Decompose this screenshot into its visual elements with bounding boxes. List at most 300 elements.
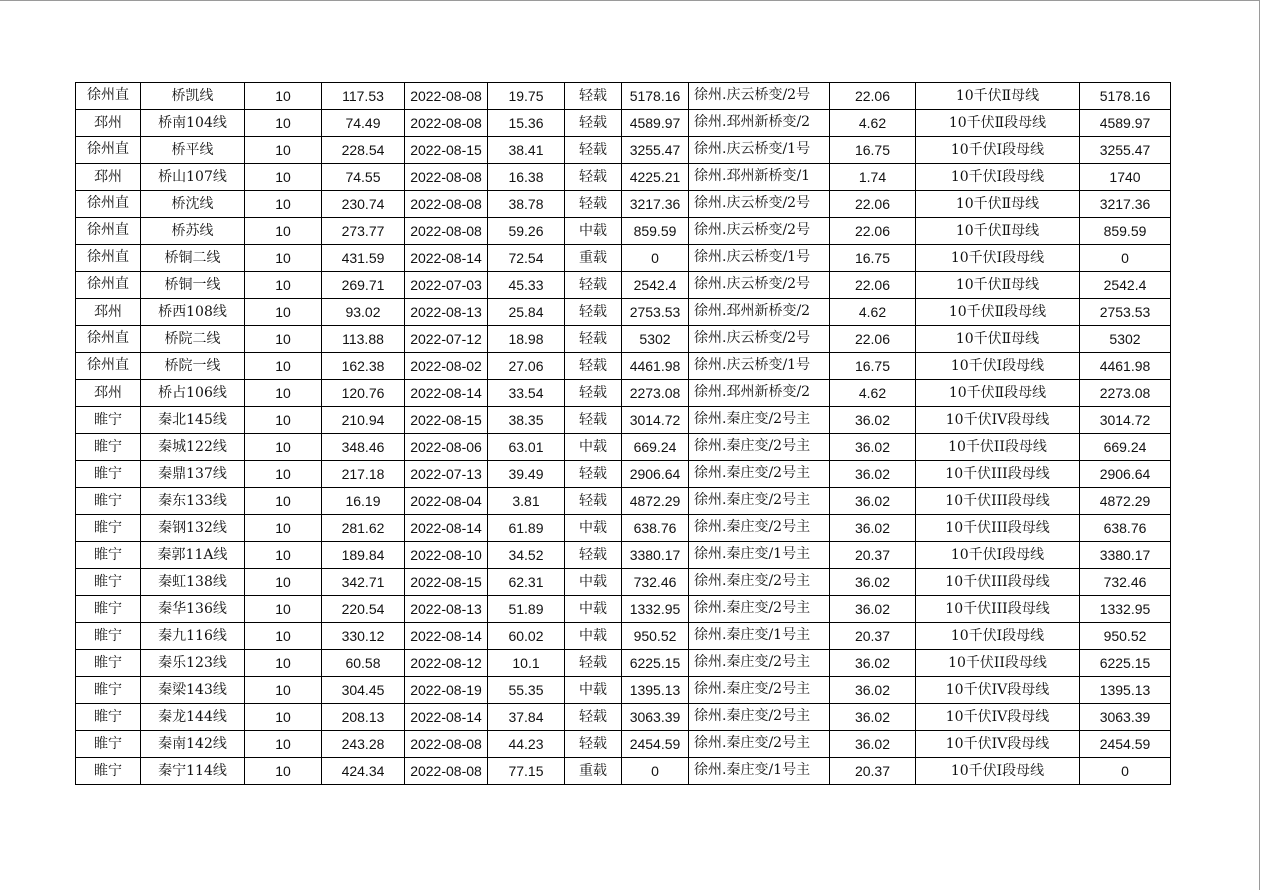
load-rate-cell: 55.35 <box>488 677 565 704</box>
transformer-rate-cell: 36.02 <box>830 407 916 434</box>
substation-cell: 徐州.邳州新桥变/2 <box>689 110 830 137</box>
voltage-cell: 10 <box>245 758 322 785</box>
load-status-cell: 中载 <box>565 218 622 245</box>
current-cell: 113.88 <box>322 326 405 353</box>
busbar-cell: 10千伏Ⅱ母线 <box>916 218 1080 245</box>
line-name-cell: 秦鼎137线 <box>141 461 245 488</box>
table-row <box>76 245 1171 272</box>
current-cell: 220.54 <box>322 596 405 623</box>
voltage-cell: 10 <box>245 488 322 515</box>
table-row <box>76 650 1171 677</box>
substation-cell: 徐州.庆云桥变/2号 <box>689 218 830 245</box>
capacity-cell: 1740 <box>1080 164 1171 191</box>
table-row <box>76 164 1171 191</box>
voltage-cell: 10 <box>245 407 322 434</box>
capacity-cell: 6225.15 <box>1080 650 1171 677</box>
load-rate-cell: 61.89 <box>488 515 565 542</box>
capacity-cell: 2542.4 <box>1080 272 1171 299</box>
transformer-rate-cell: 36.02 <box>830 488 916 515</box>
current-cell: 243.28 <box>322 731 405 758</box>
load-rate-cell: 3.81 <box>488 488 565 515</box>
busbar-cell: 10千伏IV段母线 <box>916 731 1080 758</box>
substation-cell: 徐州.邳州新桥变/2 <box>689 299 830 326</box>
load-rate-cell: 33.54 <box>488 380 565 407</box>
voltage-cell: 10 <box>245 569 322 596</box>
voltage-cell: 10 <box>245 542 322 569</box>
substation-cell: 徐州.邳州新桥变/2 <box>689 380 830 407</box>
margin-cell: 638.76 <box>622 515 689 542</box>
transformer-rate-cell: 22.06 <box>830 83 916 110</box>
voltage-cell: 10 <box>245 380 322 407</box>
busbar-cell: 10千伏II段母线 <box>916 650 1080 677</box>
date-cell: 2022-08-13 <box>405 299 488 326</box>
region-cell: 邳州 <box>76 299 141 326</box>
transformer-rate-cell: 22.06 <box>830 272 916 299</box>
line-name-cell: 秦虹138线 <box>141 569 245 596</box>
load-rate-cell: 10.1 <box>488 650 565 677</box>
capacity-cell: 4872.29 <box>1080 488 1171 515</box>
substation-cell: 徐州.秦庄变/2号主 <box>689 434 830 461</box>
line-name-cell: 秦宁114线 <box>141 758 245 785</box>
region-cell: 睢宁 <box>76 434 141 461</box>
line-name-cell: 秦东133线 <box>141 488 245 515</box>
substation-cell: 徐州.庆云桥变/1号 <box>689 137 830 164</box>
capacity-cell: 5302 <box>1080 326 1171 353</box>
load-status-cell: 轻载 <box>565 110 622 137</box>
substation-cell: 徐州.秦庄变/1号主 <box>689 542 830 569</box>
busbar-cell: 10千伏Ⅱ母线 <box>916 191 1080 218</box>
margin-cell: 4589.97 <box>622 110 689 137</box>
current-cell: 16.19 <box>322 488 405 515</box>
current-cell: 210.94 <box>322 407 405 434</box>
region-cell: 徐州直 <box>76 191 141 218</box>
table-row <box>76 677 1171 704</box>
load-status-cell: 中载 <box>565 596 622 623</box>
load-status-cell: 轻载 <box>565 407 622 434</box>
transformer-rate-cell: 36.02 <box>830 596 916 623</box>
busbar-cell: 10千伏Ⅰ段母线 <box>916 542 1080 569</box>
load-rate-cell: 62.31 <box>488 569 565 596</box>
line-name-cell: 桥苏线 <box>141 218 245 245</box>
region-cell: 徐州直 <box>76 218 141 245</box>
table-row <box>76 596 1171 623</box>
line-name-cell: 秦南142线 <box>141 731 245 758</box>
voltage-cell: 10 <box>245 299 322 326</box>
line-name-cell: 桥南104线 <box>141 110 245 137</box>
transformer-rate-cell: 4.62 <box>830 110 916 137</box>
region-cell: 徐州直 <box>76 326 141 353</box>
transformer-rate-cell: 20.37 <box>830 623 916 650</box>
busbar-cell: 10千伏Ⅱ母线 <box>916 83 1080 110</box>
load-rate-cell: 38.41 <box>488 137 565 164</box>
transformer-rate-cell: 36.02 <box>830 650 916 677</box>
current-cell: 60.58 <box>322 650 405 677</box>
capacity-cell: 950.52 <box>1080 623 1171 650</box>
busbar-cell: 10千伏IV段母线 <box>916 704 1080 731</box>
load-status-cell: 轻载 <box>565 299 622 326</box>
table-row <box>76 488 1171 515</box>
substation-cell: 徐州.秦庄变/2号主 <box>689 461 830 488</box>
region-cell: 睢宁 <box>76 677 141 704</box>
transformer-rate-cell: 22.06 <box>830 191 916 218</box>
date-cell: 2022-08-08 <box>405 83 488 110</box>
load-rate-cell: 51.89 <box>488 596 565 623</box>
table-row <box>76 704 1171 731</box>
load-status-cell: 轻载 <box>565 326 622 353</box>
margin-cell: 0 <box>622 245 689 272</box>
capacity-cell: 1332.95 <box>1080 596 1171 623</box>
current-cell: 431.59 <box>322 245 405 272</box>
current-cell: 162.38 <box>322 353 405 380</box>
capacity-cell: 2273.08 <box>1080 380 1171 407</box>
date-cell: 2022-08-04 <box>405 488 488 515</box>
margin-cell: 2542.4 <box>622 272 689 299</box>
load-rate-cell: 72.54 <box>488 245 565 272</box>
load-status-cell: 中载 <box>565 434 622 461</box>
date-cell: 2022-08-14 <box>405 704 488 731</box>
date-cell: 2022-08-08 <box>405 110 488 137</box>
current-cell: 330.12 <box>322 623 405 650</box>
margin-cell: 0 <box>622 758 689 785</box>
line-name-cell: 秦城122线 <box>141 434 245 461</box>
line-name-cell: 桥铜一线 <box>141 272 245 299</box>
capacity-cell: 0 <box>1080 758 1171 785</box>
substation-cell: 徐州.秦庄变/2号主 <box>689 515 830 542</box>
region-cell: 睢宁 <box>76 515 141 542</box>
line-name-cell: 桥院一线 <box>141 353 245 380</box>
voltage-cell: 10 <box>245 650 322 677</box>
table-row <box>76 326 1171 353</box>
margin-cell: 2753.53 <box>622 299 689 326</box>
substation-cell: 徐州.秦庄变/2号主 <box>689 569 830 596</box>
load-rate-cell: 77.15 <box>488 758 565 785</box>
current-cell: 217.18 <box>322 461 405 488</box>
load-status-cell: 轻载 <box>565 488 622 515</box>
margin-cell: 3217.36 <box>622 191 689 218</box>
load-rate-cell: 38.78 <box>488 191 565 218</box>
capacity-cell: 638.76 <box>1080 515 1171 542</box>
margin-cell: 2454.59 <box>622 731 689 758</box>
capacity-cell: 3063.39 <box>1080 704 1171 731</box>
table-row <box>76 731 1171 758</box>
margin-cell: 4225.21 <box>622 164 689 191</box>
load-status-cell: 轻载 <box>565 650 622 677</box>
busbar-cell: 10千伏IV段母线 <box>916 677 1080 704</box>
load-rate-cell: 37.84 <box>488 704 565 731</box>
table-row <box>76 407 1171 434</box>
date-cell: 2022-08-12 <box>405 650 488 677</box>
margin-cell: 3255.47 <box>622 137 689 164</box>
margin-cell: 4461.98 <box>622 353 689 380</box>
line-name-cell: 秦龙144线 <box>141 704 245 731</box>
capacity-cell: 859.59 <box>1080 218 1171 245</box>
transformer-rate-cell: 4.62 <box>830 299 916 326</box>
busbar-cell: 10千伏III段母线 <box>916 515 1080 542</box>
margin-cell: 732.46 <box>622 569 689 596</box>
date-cell: 2022-08-08 <box>405 731 488 758</box>
line-name-cell: 桥院二线 <box>141 326 245 353</box>
substation-cell: 徐州.庆云桥变/2号 <box>689 191 830 218</box>
busbar-cell: 10千伏Ⅰ段母线 <box>916 623 1080 650</box>
load-rate-cell: 60.02 <box>488 623 565 650</box>
capacity-cell: 5178.16 <box>1080 83 1171 110</box>
voltage-cell: 10 <box>245 515 322 542</box>
region-cell: 邳州 <box>76 110 141 137</box>
load-status-cell: 中载 <box>565 515 622 542</box>
load-status-cell: 重载 <box>565 245 622 272</box>
margin-cell: 3014.72 <box>622 407 689 434</box>
capacity-cell: 0 <box>1080 245 1171 272</box>
transformer-rate-cell: 22.06 <box>830 326 916 353</box>
busbar-cell: 10千伏III段母线 <box>916 569 1080 596</box>
current-cell: 74.49 <box>322 110 405 137</box>
date-cell: 2022-08-14 <box>405 623 488 650</box>
load-rate-cell: 27.06 <box>488 353 565 380</box>
capacity-cell: 4461.98 <box>1080 353 1171 380</box>
region-cell: 睢宁 <box>76 758 141 785</box>
transformer-rate-cell: 20.37 <box>830 758 916 785</box>
substation-cell: 徐州.秦庄变/2号主 <box>689 704 830 731</box>
table-row <box>76 569 1171 596</box>
table-row <box>76 137 1171 164</box>
date-cell: 2022-08-15 <box>405 137 488 164</box>
region-cell: 睢宁 <box>76 704 141 731</box>
voltage-cell: 10 <box>245 272 322 299</box>
transformer-rate-cell: 36.02 <box>830 434 916 461</box>
load-rate-cell: 18.98 <box>488 326 565 353</box>
line-name-cell: 秦钢132线 <box>141 515 245 542</box>
margin-cell: 1332.95 <box>622 596 689 623</box>
substation-cell: 徐州.庆云桥变/1号 <box>689 353 830 380</box>
table-row <box>76 542 1171 569</box>
voltage-cell: 10 <box>245 164 322 191</box>
transformer-rate-cell: 36.02 <box>830 677 916 704</box>
margin-cell: 5302 <box>622 326 689 353</box>
substation-cell: 徐州.秦庄变/2号主 <box>689 488 830 515</box>
table-row <box>76 83 1171 110</box>
capacity-cell: 2753.53 <box>1080 299 1171 326</box>
substation-cell: 徐州.庆云桥变/2号 <box>689 83 830 110</box>
substation-cell: 徐州.秦庄变/2号主 <box>689 407 830 434</box>
table-row <box>76 191 1171 218</box>
region-cell: 邳州 <box>76 380 141 407</box>
line-name-cell: 桥占106线 <box>141 380 245 407</box>
load-status-cell: 轻载 <box>565 137 622 164</box>
region-cell: 徐州直 <box>76 353 141 380</box>
substation-cell: 徐州.庆云桥变/2号 <box>689 272 830 299</box>
load-status-cell: 轻载 <box>565 191 622 218</box>
busbar-cell: 10千伏III段母线 <box>916 488 1080 515</box>
load-rate-cell: 16.38 <box>488 164 565 191</box>
transformer-rate-cell: 16.75 <box>830 245 916 272</box>
load-rate-cell: 63.01 <box>488 434 565 461</box>
substation-cell: 徐州.秦庄变/2号主 <box>689 650 830 677</box>
margin-cell: 3063.39 <box>622 704 689 731</box>
load-rate-cell: 59.26 <box>488 218 565 245</box>
voltage-cell: 10 <box>245 353 322 380</box>
load-rate-cell: 25.84 <box>488 299 565 326</box>
date-cell: 2022-08-08 <box>405 758 488 785</box>
transformer-rate-cell: 16.75 <box>830 353 916 380</box>
region-cell: 睢宁 <box>76 650 141 677</box>
table-row <box>76 758 1171 785</box>
date-cell: 2022-07-12 <box>405 326 488 353</box>
date-cell: 2022-08-13 <box>405 596 488 623</box>
date-cell: 2022-08-10 <box>405 542 488 569</box>
busbar-cell: 10千伏Ⅱ母线 <box>916 272 1080 299</box>
line-name-cell: 桥沈线 <box>141 191 245 218</box>
voltage-cell: 10 <box>245 218 322 245</box>
substation-cell: 徐州.邳州新桥变/1 <box>689 164 830 191</box>
substation-cell: 徐州.秦庄变/1号主 <box>689 623 830 650</box>
voltage-cell: 10 <box>245 731 322 758</box>
margin-cell: 1395.13 <box>622 677 689 704</box>
transformer-rate-cell: 20.37 <box>830 542 916 569</box>
load-status-cell: 轻载 <box>565 83 622 110</box>
feeder-load-table <box>75 82 1171 785</box>
table-row <box>76 434 1171 461</box>
voltage-cell: 10 <box>245 596 322 623</box>
region-cell: 徐州直 <box>76 83 141 110</box>
line-name-cell: 秦华136线 <box>141 596 245 623</box>
current-cell: 93.02 <box>322 299 405 326</box>
margin-cell: 859.59 <box>622 218 689 245</box>
margin-cell: 2906.64 <box>622 461 689 488</box>
current-cell: 228.54 <box>322 137 405 164</box>
date-cell: 2022-08-06 <box>405 434 488 461</box>
voltage-cell: 10 <box>245 191 322 218</box>
transformer-rate-cell: 36.02 <box>830 461 916 488</box>
current-cell: 230.74 <box>322 191 405 218</box>
voltage-cell: 10 <box>245 677 322 704</box>
region-cell: 睢宁 <box>76 731 141 758</box>
load-status-cell: 中载 <box>565 569 622 596</box>
date-cell: 2022-08-15 <box>405 569 488 596</box>
table-row <box>76 461 1171 488</box>
line-name-cell: 桥凯线 <box>141 83 245 110</box>
region-cell: 睢宁 <box>76 623 141 650</box>
line-name-cell: 桥西108线 <box>141 299 245 326</box>
capacity-cell: 4589.97 <box>1080 110 1171 137</box>
date-cell: 2022-08-08 <box>405 218 488 245</box>
busbar-cell: 10千伏Ⅰ段母线 <box>916 353 1080 380</box>
region-cell: 睢宁 <box>76 407 141 434</box>
region-cell: 徐州直 <box>76 137 141 164</box>
transformer-rate-cell: 36.02 <box>830 731 916 758</box>
capacity-cell: 2454.59 <box>1080 731 1171 758</box>
load-status-cell: 轻载 <box>565 353 622 380</box>
load-status-cell: 轻载 <box>565 461 622 488</box>
transformer-rate-cell: 16.75 <box>830 137 916 164</box>
busbar-cell: 10千伏III段母线 <box>916 461 1080 488</box>
current-cell: 74.55 <box>322 164 405 191</box>
current-cell: 424.34 <box>322 758 405 785</box>
transformer-rate-cell: 22.06 <box>830 218 916 245</box>
busbar-cell: 10千伏Ⅰ段母线 <box>916 758 1080 785</box>
load-rate-cell: 38.35 <box>488 407 565 434</box>
busbar-cell: 10千伏Ⅰ段母线 <box>916 245 1080 272</box>
date-cell: 2022-08-08 <box>405 164 488 191</box>
busbar-cell: 10千伏Ⅱ段母线 <box>916 299 1080 326</box>
line-name-cell: 秦九116线 <box>141 623 245 650</box>
date-cell: 2022-08-08 <box>405 191 488 218</box>
load-status-cell: 轻载 <box>565 272 622 299</box>
region-cell: 睢宁 <box>76 542 141 569</box>
load-status-cell: 轻载 <box>565 380 622 407</box>
transformer-rate-cell: 36.02 <box>830 515 916 542</box>
transformer-rate-cell: 36.02 <box>830 704 916 731</box>
voltage-cell: 10 <box>245 83 322 110</box>
margin-cell: 3380.17 <box>622 542 689 569</box>
voltage-cell: 10 <box>245 704 322 731</box>
transformer-rate-cell: 4.62 <box>830 380 916 407</box>
substation-cell: 徐州.秦庄变/2号主 <box>689 596 830 623</box>
busbar-cell: 10千伏Ⅰ段母线 <box>916 164 1080 191</box>
substation-cell: 徐州.秦庄变/1号主 <box>689 758 830 785</box>
load-status-cell: 中载 <box>565 677 622 704</box>
transformer-rate-cell: 1.74 <box>830 164 916 191</box>
load-rate-cell: 45.33 <box>488 272 565 299</box>
region-cell: 睢宁 <box>76 488 141 515</box>
busbar-cell: 10千伏Ⅱ段母线 <box>916 110 1080 137</box>
current-cell: 348.46 <box>322 434 405 461</box>
load-rate-cell: 44.23 <box>488 731 565 758</box>
margin-cell: 950.52 <box>622 623 689 650</box>
current-cell: 208.13 <box>322 704 405 731</box>
busbar-cell: 10千伏Ⅱ母线 <box>916 326 1080 353</box>
line-name-cell: 桥山107线 <box>141 164 245 191</box>
table-row <box>76 623 1171 650</box>
busbar-cell: 10千伏Ⅱ段母线 <box>916 380 1080 407</box>
voltage-cell: 10 <box>245 623 322 650</box>
capacity-cell: 3380.17 <box>1080 542 1171 569</box>
substation-cell: 徐州.庆云桥变/1号 <box>689 245 830 272</box>
date-cell: 2022-08-14 <box>405 515 488 542</box>
load-rate-cell: 15.36 <box>488 110 565 137</box>
busbar-cell: 10千伏IV段母线 <box>916 407 1080 434</box>
load-rate-cell: 19.75 <box>488 83 565 110</box>
busbar-cell: 10千伏Ⅰ段母线 <box>916 137 1080 164</box>
voltage-cell: 10 <box>245 461 322 488</box>
region-cell: 睢宁 <box>76 461 141 488</box>
voltage-cell: 10 <box>245 326 322 353</box>
load-rate-cell: 34.52 <box>488 542 565 569</box>
current-cell: 117.53 <box>322 83 405 110</box>
capacity-cell: 1395.13 <box>1080 677 1171 704</box>
table-row <box>76 515 1171 542</box>
current-cell: 281.62 <box>322 515 405 542</box>
table-body <box>76 83 1171 785</box>
current-cell: 120.76 <box>322 380 405 407</box>
current-cell: 269.71 <box>322 272 405 299</box>
capacity-cell: 3217.36 <box>1080 191 1171 218</box>
date-cell: 2022-08-15 <box>405 407 488 434</box>
date-cell: 2022-08-14 <box>405 380 488 407</box>
capacity-cell: 3014.72 <box>1080 407 1171 434</box>
table-row <box>76 380 1171 407</box>
region-cell: 睢宁 <box>76 569 141 596</box>
region-cell: 睢宁 <box>76 596 141 623</box>
region-cell: 邳州 <box>76 164 141 191</box>
current-cell: 273.77 <box>322 218 405 245</box>
load-status-cell: 轻载 <box>565 542 622 569</box>
table-row <box>76 299 1171 326</box>
voltage-cell: 10 <box>245 137 322 164</box>
busbar-cell: 10千伏II段母线 <box>916 434 1080 461</box>
substation-cell: 徐州.庆云桥变/2号 <box>689 326 830 353</box>
table-row <box>76 218 1171 245</box>
voltage-cell: 10 <box>245 110 322 137</box>
